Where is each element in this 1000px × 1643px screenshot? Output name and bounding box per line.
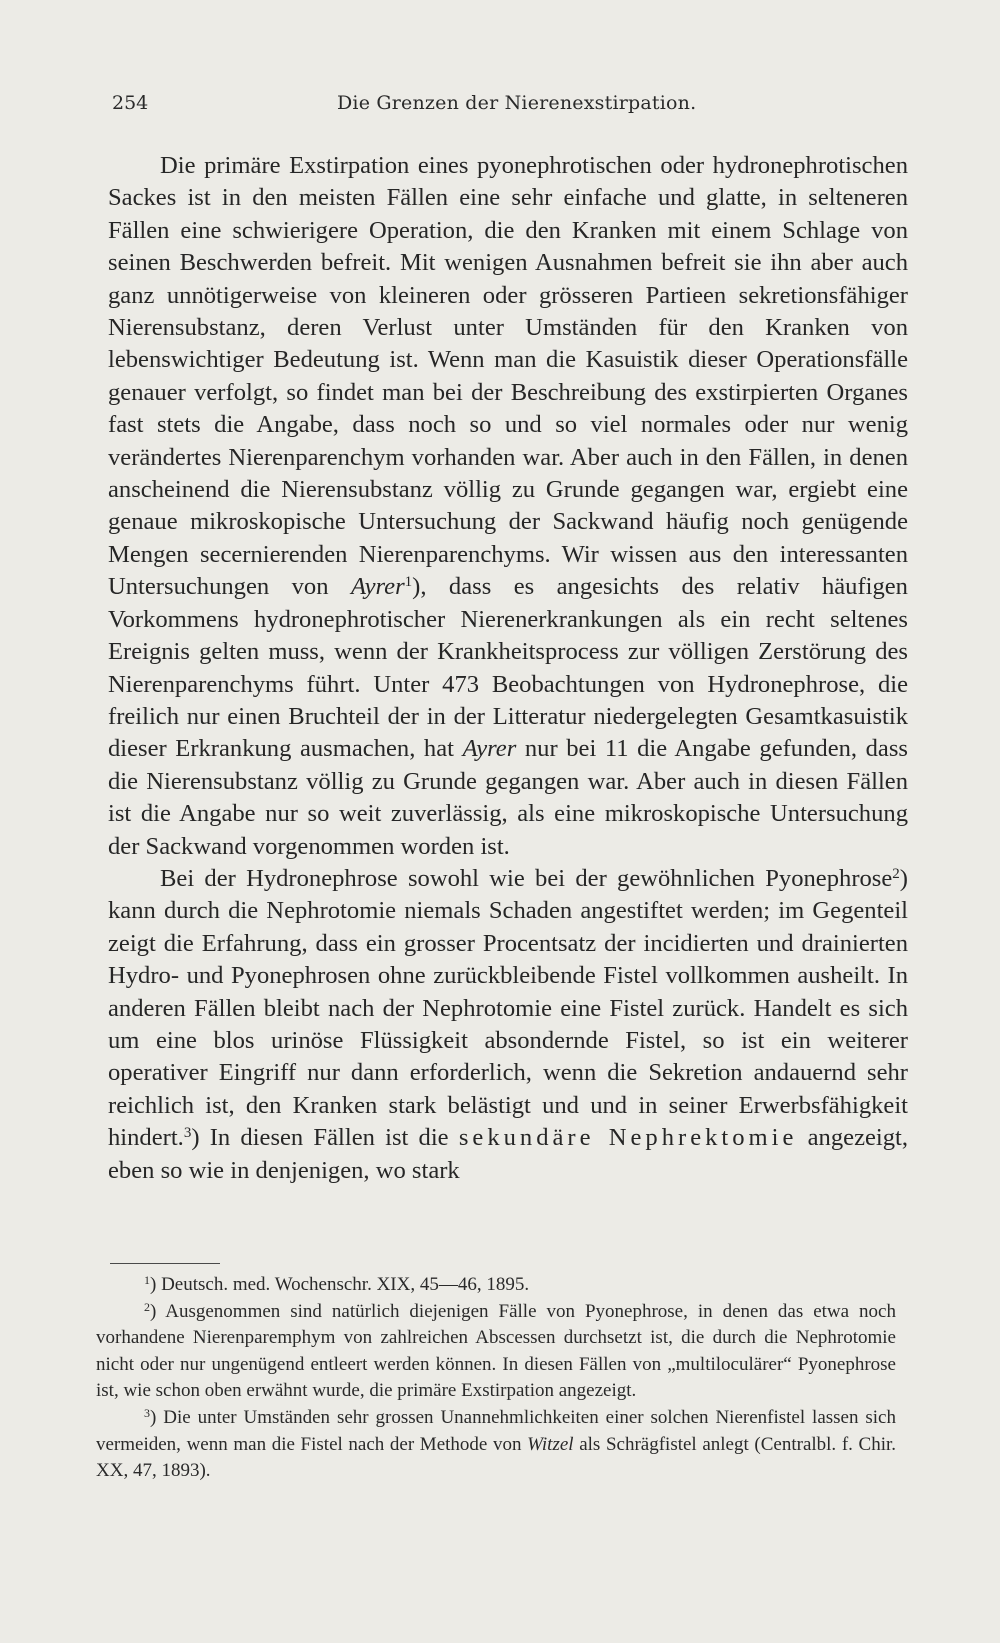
footnote-2 xyxy=(96,1299,896,1405)
paragraph-2-text-b: ) kann durch die Nephrotomie niemals Schaden angestiftet werden; im Gegenteil zeigt die Erfahrung, dass ein grosser Procentsatz der incidierten und drainierten Hydro- und Pyonephrosen ohne zurückbleibende Fistel vollkommen ausheilt. In anderen Fällen bleibt nach der Nephrotomie eine Fistel zurück. Handelt es sich um eine blos urinöse Flüssigkeit absondernde Fistel, so ist ein weiterer operativer Eingriff nur dann erforderlich, wenn die Sekretion andauernd sehr reichlich ist, den Kranken stark belästigt und und in seiner Erwerbsfähigkeit hindert. xyxy=(108,864,908,1152)
paragraph-2-text-a: Bei der Hydronephrose sowohl wie bei der gewöhnlichen Pyonephrose xyxy=(160,864,893,892)
footnote-1-text: ) Deutsch. med. Wochenschr. XIX, 45—46, 1895. xyxy=(150,1274,530,1295)
footnote-ref-2[interactable]: 2 xyxy=(892,865,900,882)
paragraph-2-text-c: ) In diesen Fällen ist die xyxy=(191,1124,449,1152)
footnote-3-text-b: als Schrägfistel anlegt (Centralbl. f. Chir. XX, 47, 1893). xyxy=(96,1433,897,1482)
paragraph-1-text-b: ), dass es angesichts des relativ häufigen Vorkommens hydronephrotischer Nierenerkrankungen als ein recht seltenes Ereignis gelten muss, wenn der Krankheitsprocess zur völligen Zerstörung des Nierenparenchyms führt. Unter 473 Beobachtungen von Hydronephrose, die freilich nur einen Bruchteil der in der Litteratur niedergelegten Gesamtkasuistik dieser Erkrankung ausmachen, hat xyxy=(108,573,908,763)
paragraph-1-text-c: nur bei 11 die Angabe gefunden, dass die Nierensubstanz völlig zu Grunde gegangen war. Aber auch in diesen Fällen ist die Angabe nur so weit zuverlässig, als eine mikroskopische Untersuchung der Sackwand vorgenommen worden ist. xyxy=(108,735,908,860)
footnote-1 xyxy=(96,1272,896,1299)
emphasized-term: sekundäre Nephrektomie xyxy=(458,1124,798,1152)
paragraph-1-text-a: Die primäre Exstirpation eines pyonephrotischen oder hydronephrotischen Sackes ist in den meisten Fällen eine sehr einfache und glatte, in selteneren Fällen eine schwierigere Operation, die den Kranken mit einem Schlage von seinen Beschwerden befreit. Mit wenigen Ausnahmen befreit sie ihn aber auch ganz unnötigerweise von kleineren oder grösseren Partieen sekretionsfähiger Nierensubstanz, deren Verlust unter Umständen für den Kranken von lebenswichtiger Bedeutung ist. Wenn man die Kasuistik dieser Operationsfälle genauer verfolgt, so findet man bei der Beschreibung des exstirpierten Organes fast stets die Angabe, dass noch so und so viel normales oder nur wenig verändertes Nierenparenchym vorhanden war. Aber auch in den Fällen, in denen anscheinend die Nierensubstanz völlig zu Grunde gegangen war, ergiebt eine genaue mikroskopische Untersuchung der Sackwand häufig noch genügende Mengen secernierenden Nierenparenchyms. Wir wissen aus den interessanten Untersuchungen von xyxy=(108,152,908,601)
page-header xyxy=(112,92,912,126)
footnote-2-mark: 2 xyxy=(144,1299,150,1314)
author-name-ayrer: Ayrer xyxy=(462,735,517,763)
footnotes xyxy=(96,1272,896,1485)
paragraph-2 xyxy=(108,863,908,1187)
running-title: Die Grenzen der Nierenexstirpation. xyxy=(337,92,697,114)
footnote-ref-3[interactable]: 3 xyxy=(183,1125,192,1142)
paragraph-2-text-d: angezeigt, eben so wie in denjenigen, wo stark xyxy=(108,1124,909,1184)
footnote-ref-1[interactable]: 1 xyxy=(404,574,413,591)
footnote-2-text: ) Ausgenommen sind natürlich diejenigen Fälle von Pyonephrose, in denen das etwa noch vorhandene Nierenparemphym von zahlreichen Abscessen durchsetzt ist, die durch die Nephrotomie nicht oder nur ungenügend entleert werden können. In diesen Fällen von „multiloculärer“ Pyonephrose ist, wie schon oben erwähnt wurde, die primäre Exstirpation angezeigt. xyxy=(96,1300,896,1402)
footnote-3 xyxy=(96,1405,896,1485)
main-text xyxy=(108,150,908,1187)
footnote-1-mark: 1 xyxy=(144,1273,150,1287)
author-name-witzel: Witzel xyxy=(527,1433,574,1455)
page-number: 254 xyxy=(112,92,149,114)
footnote-3-mark: 3 xyxy=(144,1405,150,1420)
author-name-ayrer: Ayrer xyxy=(350,573,405,601)
footnote-3-text-a: ) Die unter Umständen sehr grossen Unannehmlichkeiten einer solchen Nierenfistel lassen sich vermeiden, wenn man die Fistel nach der Methode von xyxy=(96,1406,896,1455)
paragraph-1 xyxy=(108,150,908,863)
footnote-divider xyxy=(110,1263,220,1264)
